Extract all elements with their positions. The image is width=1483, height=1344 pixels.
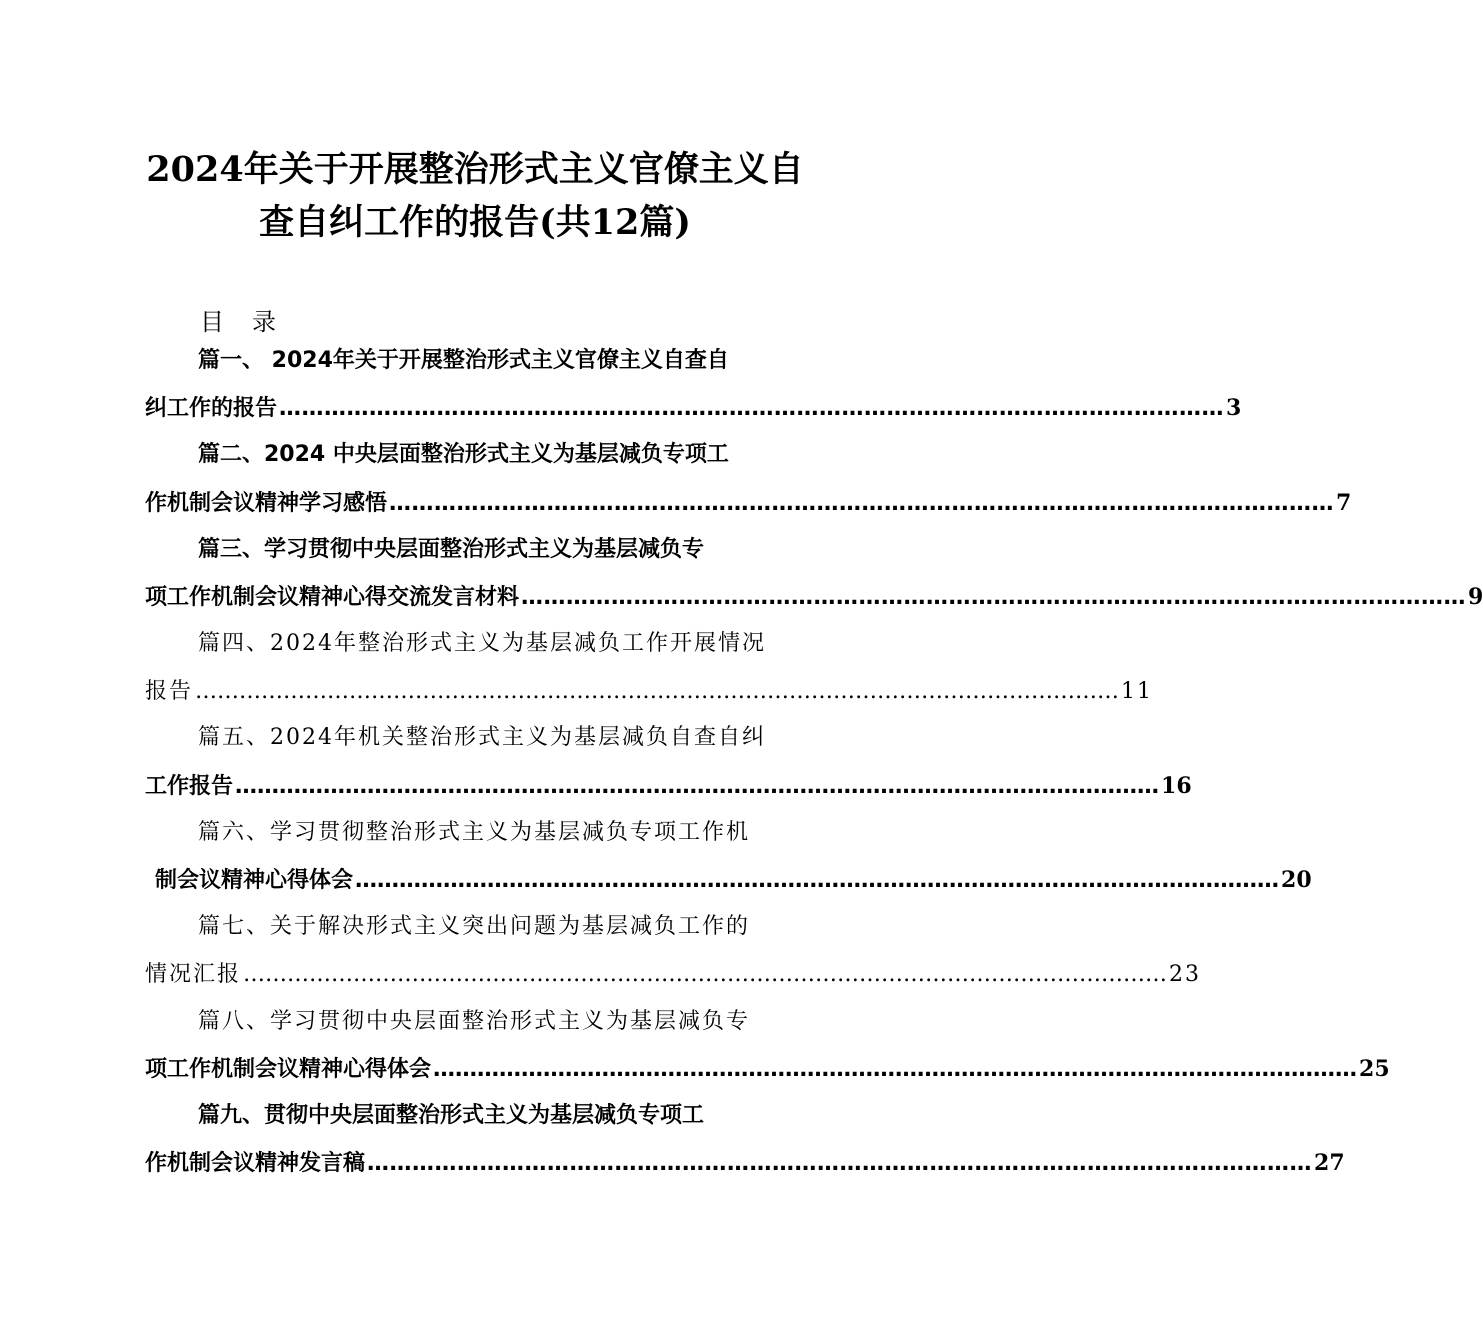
toc-page-number: 27 <box>1314 1150 1345 1176</box>
document-title-line1: 2024年关于开展整治形式主义官僚主义自 <box>146 149 804 190</box>
toc-entry-title-continued <box>145 584 1483 610</box>
toc-entry-title-end: 情况汇报 <box>145 962 242 987</box>
dot-leader: ……………………………………………………………………………………………………………… <box>355 868 1280 893</box>
toc-entry-title-continued <box>145 679 1154 704</box>
toc-entry-title-continued <box>145 395 1242 421</box>
toc-page-number: 25 <box>1359 1056 1390 1082</box>
dot-leader: ……………………………………………………………………………………………………………… <box>195 679 1120 704</box>
toc-entry-title-continued <box>155 867 1312 893</box>
toc-page-number: 11 <box>1121 679 1154 704</box>
dot-leader: ……………………………………………………………………………………………………………… <box>389 491 1335 516</box>
toc-entry-title-continued <box>145 1150 1345 1176</box>
document-title-line2: 查自纠工作的报告(共12篇) <box>259 202 691 243</box>
toc-entry-title-end: 作机制会议精神发言稿 <box>145 1151 366 1176</box>
toc-entry-title-continued <box>145 1056 1390 1082</box>
toc-entry-title-end: 项工作机制会议精神心得交流发言材料 <box>145 585 520 610</box>
toc-entry-title-continued <box>145 490 1352 516</box>
toc-entry-title: 篇九、贯彻中央层面整治形式主义为基层减负专项工 <box>198 1103 705 1128</box>
toc-heading: 目录 <box>200 308 304 336</box>
toc-page-number: 23 <box>1169 962 1202 987</box>
toc-entry-title-end: 制会议精神心得体会 <box>155 868 354 893</box>
toc-page-number: 9 <box>1468 584 1483 610</box>
toc-entry-title: 篇八、学习贯彻中央层面整治形式主义为基层减负专 <box>198 1009 751 1034</box>
toc-entry-title-end: 作机制会议精神学习感悟 <box>145 491 388 516</box>
toc-entry-title-end: 报告 <box>145 679 194 704</box>
toc-entry-title: 篇四、2024年整治形式主义为基层减负工作开展情况 <box>198 631 766 656</box>
dot-leader: ……………………………………………………………………………………………………………… <box>433 1057 1358 1082</box>
toc-entry-title-end: 工作报告 <box>145 774 234 799</box>
toc-page-number: 3 <box>1226 395 1242 421</box>
toc-entry-title: 篇七、关于解决形式主义突出问题为基层减负工作的 <box>198 914 751 939</box>
toc-entry-title: 篇三、学习贯彻中央层面整治形式主义为基层减负专 <box>198 537 705 562</box>
toc-page-number: 7 <box>1336 490 1352 516</box>
toc-entry-title: 篇六、学习贯彻整治形式主义为基层减负专项工作机 <box>198 820 751 845</box>
toc-entry-title-continued <box>145 962 1202 987</box>
dot-leader: ……………………………………………………………………………………………………………… <box>235 774 1160 799</box>
toc-entry-title-continued <box>145 773 1192 799</box>
dot-leader: ……………………………………………………………………………………………………………… <box>367 1151 1313 1176</box>
toc-entry-title: 篇五、2024年机关整治形式主义为基层减负自查自纠 <box>198 725 766 750</box>
dot-leader: ……………………………………………………………………………………………………………… <box>243 962 1168 987</box>
dot-leader: ……………………………………………………………………………………………………………… <box>521 585 1467 610</box>
toc-entry-title: 篇二、2024 中央层面整治形式主义为基层减负专项工 <box>198 442 729 467</box>
toc-page-number: 16 <box>1161 773 1192 799</box>
toc-entry-title-end: 项工作机制会议精神心得体会 <box>145 1057 432 1082</box>
toc-entry-title: 篇一、 2024年关于开展整治形式主义官僚主义自查自 <box>198 348 729 373</box>
toc-entry-title-end: 纠工作的报告 <box>145 396 278 421</box>
toc-page-number: 20 <box>1281 867 1312 893</box>
dot-leader: ……………………………………………………………………………………………………………… <box>279 396 1225 421</box>
